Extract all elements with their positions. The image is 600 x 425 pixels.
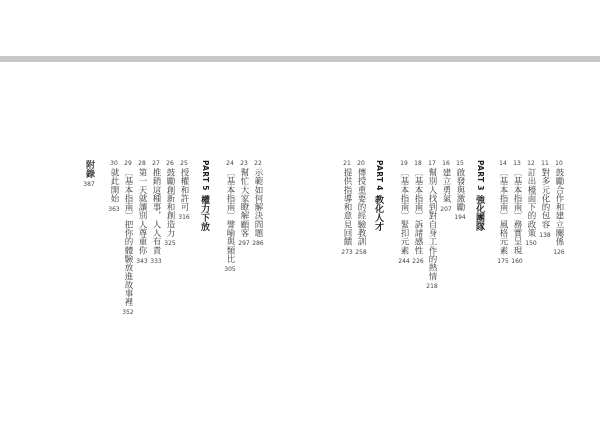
page-number: 363 [108,205,120,213]
toc-entry[interactable] [224,160,236,273]
page-number: 226 [412,257,424,265]
page-number: 244 [398,257,410,265]
page-number: 273 [341,248,353,256]
appendix-title: 附錄 [84,160,94,179]
chapter-number: 15 [456,160,464,167]
chapter-title: 提供指導和意見回饋 [342,168,352,246]
chapter-title: 傳授重要的經驗教訓 [356,168,366,246]
page-number: 207 [440,205,452,213]
part-label: PART 5 [201,160,210,191]
chapter-number: 16 [442,160,450,167]
part-title: 強化團隊 [474,194,484,231]
chapter-number: 25 [180,160,188,167]
page-number: 138 [539,231,551,239]
chapter-title: 〔基本指南〕務實呈現 [512,168,522,255]
chapter-number: 20 [357,160,365,167]
part-5-header [198,160,210,231]
chapter-title: 推銷這種事，人人有責 [151,168,161,255]
page-number: 160 [511,257,523,265]
chapter-title: 〔基本指南〕風格元素 [498,168,508,255]
chapter-title: 〔基本指南〕訴諸感性 [413,168,423,255]
toc-entry[interactable] [341,160,353,256]
chapter-number: 13 [513,160,521,167]
page-number: 325 [164,240,176,248]
toc-entry[interactable] [252,160,264,247]
toc-entry[interactable] [426,160,438,290]
page-number: 218 [426,283,438,291]
page-number: 126 [553,248,565,256]
toc-entry[interactable] [122,160,134,316]
chapter-number: 22 [254,160,262,167]
chapter-number: 29 [124,160,132,167]
page-number: 333 [150,257,162,265]
chapter-title: 〔基本指南〕把你的體驗放進故事裡 [123,168,133,307]
chapter-title: 授權和許可 [179,168,189,212]
chapter-title: 幫忙大家瞭解顧客 [239,168,249,238]
toc-entry[interactable] [108,160,120,213]
chapter-number: 10 [555,160,563,167]
chapter-title: 示範如何解決問題 [253,168,263,238]
toc-entry[interactable] [553,160,565,256]
part-label: PART 3 [476,160,485,191]
chapter-number: 30 [110,160,118,167]
toc-entry[interactable] [525,160,537,247]
page-number: 150 [525,240,537,248]
chapter-title: 〔基本指南〕緊扣元素 [399,168,409,255]
toc-entry[interactable] [355,160,367,256]
chapter-title: 啟發與激勵 [455,168,465,212]
appendix-entry[interactable] [83,160,95,188]
chapter-number: 21 [343,160,351,167]
page-number: 387 [83,181,95,189]
toc-entry[interactable] [178,160,190,221]
part-3-header [473,160,485,231]
chapter-number: 11 [541,160,549,167]
chapter-title: 鼓勵創新和創造力 [165,168,175,238]
chapter-number: 28 [138,160,146,167]
toc-entry[interactable] [511,160,523,265]
page-number: 286 [252,240,264,248]
toc-entry[interactable] [164,160,176,247]
toc-entry[interactable] [497,160,509,265]
chapter-number: 23 [240,160,248,167]
page-number: 297 [238,240,250,248]
chapter-title: 建立勇氣 [441,168,451,203]
toc-entry[interactable] [136,160,148,265]
toc-entry[interactable] [398,160,410,265]
toc-entry[interactable] [440,160,452,213]
page-number: 175 [497,257,509,265]
chapter-number: 27 [152,160,160,167]
toc-entry[interactable] [412,160,424,265]
chapter-title: 就此開始 [109,168,119,203]
page-number: 343 [136,257,148,265]
chapter-number: 14 [499,160,507,167]
part-4-header [372,160,384,231]
chapter-title: 對多元化的包容 [540,168,550,229]
chapter-number: 24 [226,160,234,167]
chapter-number: 19 [400,160,408,167]
chapter-title: 訂出檯面下的政策 [526,168,536,238]
chapter-number: 17 [428,160,436,167]
page-number: 316 [178,214,190,222]
page-number: 194 [454,214,466,222]
chapter-title: 幫別人找到對自身工作的熱情 [427,168,437,281]
chapter-title: 〔基本指南〕譬喻與類比 [225,168,235,264]
part-title: 教化人才 [373,194,383,231]
chapter-title: 第一天就讓別人尊重你 [137,168,147,255]
part-title: 權力下放 [199,194,209,231]
chapter-number: 12 [527,160,535,167]
toc-entry[interactable] [238,160,250,247]
page-number: 305 [224,266,236,274]
chapter-number: 18 [414,160,422,167]
chapter-title: 鼓勵合作和建立關係 [554,168,564,246]
page-number: 258 [355,248,367,256]
toc-entry[interactable] [150,160,162,265]
page-number: 352 [122,309,134,317]
part-label: PART 4 [375,160,384,191]
toc-entry[interactable] [539,160,551,239]
chapter-number: 26 [166,160,174,167]
